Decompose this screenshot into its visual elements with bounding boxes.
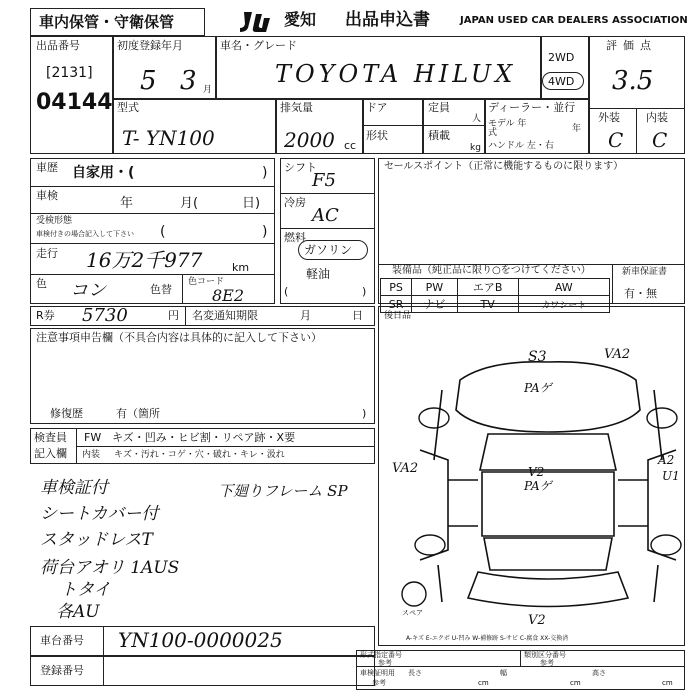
form-title: 出品申込書 — [345, 10, 430, 30]
repair-close: ) — [362, 407, 367, 420]
note-line-4: 荷台アオリ 1AUS — [40, 558, 180, 578]
cert-model-label: 形式指定番号 — [360, 651, 402, 659]
side-note: 下廻りフレーム SP — [218, 482, 348, 500]
mark-u1: U1 — [662, 469, 680, 483]
cert-length-label: 長さ — [408, 669, 422, 677]
acceptance-open: ( — [160, 224, 166, 240]
mileage-label: 走行 — [36, 247, 58, 260]
load-unit: kg — [470, 143, 481, 153]
note-line-1: 車検証付 — [40, 478, 108, 498]
grade-label: 評価点 — [606, 39, 657, 52]
cert-width-label: 幅 — [500, 669, 507, 677]
displacement-unit: cc — [344, 139, 357, 152]
inspector-label-2: 記入欄 — [34, 447, 67, 460]
warranty-label: 新車保証書 — [622, 267, 668, 277]
mark-a2: A2 — [658, 453, 675, 467]
recycle-label: R券 — [36, 309, 55, 322]
plate-label: 登録番号 — [40, 664, 84, 677]
equip-navi: ナビ — [412, 296, 458, 313]
displacement-label: 排気量 — [280, 101, 313, 114]
interior-grade: C — [652, 128, 668, 152]
mark-paint-mid: PAゲ — [524, 479, 552, 493]
registration-month-unit: 月 — [203, 85, 213, 95]
fuel-close: ) — [362, 285, 367, 298]
lane-number: [2131] — [46, 65, 93, 81]
inspector-label-1: 検査員 — [34, 431, 67, 444]
interior-check-label: 内装 — [82, 450, 101, 460]
exterior-label: 外装 — [598, 111, 620, 124]
model-value: T- YN100 — [122, 126, 215, 150]
model-year-label: モデル 年式 — [488, 119, 527, 138]
history-close: ) — [262, 165, 268, 181]
capacity-label: 定員 — [428, 101, 450, 114]
mileage-unit: km — [232, 261, 250, 274]
equip-sr: SR — [381, 296, 412, 313]
ju-logo-icon — [238, 10, 282, 34]
note-line-5: トタイ — [60, 580, 111, 600]
equip-tv: TV — [457, 296, 518, 313]
cert-cm-3: cm — [662, 679, 673, 687]
lot-number: 04144 — [36, 90, 113, 115]
mileage-value: 16万2千977 — [86, 248, 203, 272]
notice-label: 名変通知期限 — [192, 309, 258, 322]
history-value: 自家用・( — [72, 165, 135, 181]
notice-month: 月 — [300, 309, 311, 322]
notice-day: 日 — [352, 309, 363, 322]
association-name: JAPAN USED CAR DEALERS ASSOCIATION — [460, 15, 688, 26]
chassis-value: YN100-0000025 — [118, 628, 283, 652]
fuel-diesel: 軽油 — [306, 267, 331, 281]
equip-ps: PS — [381, 279, 412, 296]
cert-cm-1: cm — [478, 679, 489, 687]
color-value: コン — [70, 280, 106, 301]
drive-2wd: 2WD — [548, 51, 575, 64]
cert-ref-1: 参考 — [378, 659, 392, 667]
cert-ref-3: 参考 — [372, 679, 386, 687]
mark-paint-top: PAゲ — [524, 381, 552, 395]
cert-ref-2: 参考 — [540, 659, 554, 667]
notes-label: 注意事項申告欄（不具合内容は具体的に記入して下さい） — [36, 331, 322, 344]
door-label: ドア — [366, 101, 388, 114]
handle-label: ハンドル 左・右 — [488, 141, 554, 151]
note-line-6: 各AU — [56, 602, 100, 622]
sales-points-label: セールスポイント（正常に機能するものに限ります） — [384, 161, 624, 172]
repair-value: 有（箇所 — [116, 407, 160, 420]
damage-legend: A-キズ E-エクボ U-凹み W-補修跡 S-サビ C-腐食 XX-交換済 — [406, 635, 569, 642]
recycle-value: 5730 — [82, 305, 128, 326]
cert-cm-2: cm — [570, 679, 581, 687]
color-code-label: 色コード — [188, 277, 225, 287]
equip-aw: AW — [518, 279, 609, 296]
load-label: 積載 — [428, 129, 450, 142]
fw-label: FW — [84, 431, 102, 444]
equip-airbag: エアB — [457, 279, 518, 296]
fuel-open: ( — [284, 285, 289, 298]
inspection-label: 車検 — [36, 189, 58, 202]
equipment-label: 装備品（純正品に限り○をつけてください） — [392, 265, 591, 276]
recycle-unit: 円 — [168, 309, 179, 322]
car-name-label: 車名・グレード — [220, 39, 297, 52]
equip-leather: カワシート — [518, 296, 609, 313]
storage-label: 車内保管・守衛保管 — [39, 13, 175, 31]
year-unit: 年 — [572, 124, 582, 134]
mark-v2-mid: V2 — [528, 465, 545, 479]
warranty-value: 有・無 — [624, 287, 657, 300]
equip-pw: PW — [412, 279, 458, 296]
mark-va2-left: VA2 — [392, 461, 419, 476]
inspection-month: 月( — [180, 196, 199, 211]
ac-value: AC — [312, 205, 339, 226]
acceptance-note: 車検付きの場合記入して下さい — [36, 230, 134, 238]
registration-month: 3 — [180, 66, 197, 96]
cert-vehicle-label: 車検証明用 — [360, 669, 395, 677]
grade-score: 3.5 — [612, 66, 654, 96]
car-name: TOYOTA HILUX — [275, 60, 517, 88]
rear-seat-label: 後日品 — [384, 311, 412, 321]
org-name: 愛知 — [284, 10, 317, 29]
registration-year: 5 — [140, 66, 157, 96]
chassis-label: 車台番号 — [40, 634, 84, 647]
shift-label: シフト — [284, 161, 317, 174]
mark-s3: S3 — [528, 349, 547, 365]
shape-label: 形状 — [366, 129, 388, 142]
model-label: 型式 — [117, 101, 139, 114]
color-code: 8E2 — [212, 286, 245, 305]
note-line-3: スタッドレスT — [40, 530, 153, 550]
interior-items: キズ・汚れ・コゲ・穴・破れ・キレ・汲れ — [114, 450, 285, 460]
repair-label: 修復歴 — [50, 407, 83, 420]
interior-label: 内装 — [646, 111, 668, 124]
ju-logo — [238, 10, 282, 38]
inspection-day: 日) — [242, 196, 261, 211]
history-label: 車歴 — [36, 161, 58, 174]
cert-category-label: 類別区分番号 — [524, 651, 566, 659]
drive-4wd: 4WD — [548, 75, 575, 88]
acceptance-label: 受検形態 — [36, 216, 73, 226]
cert-height-label: 高さ — [592, 669, 606, 677]
acceptance-close: ) — [262, 224, 268, 240]
storage-box — [30, 8, 205, 36]
color-label: 色 — [36, 277, 47, 290]
mark-v2-bottom: V2 — [528, 613, 546, 628]
color-change-label: 色替 — [150, 283, 172, 296]
fuel-petrol: ガソリン — [304, 243, 353, 257]
exterior-grade: C — [608, 128, 624, 152]
fw-items: キズ・凹み・ヒビ割・リペア跡・X要 — [112, 431, 296, 444]
spare-label: スペア — [402, 609, 423, 617]
dealer-label: ディーラー・並行 — [488, 101, 576, 114]
note-line-2: シートカバー付 — [40, 504, 159, 524]
lot-number-label: 出品番号 — [36, 39, 80, 52]
inspection-year: 年 — [120, 196, 134, 211]
mark-va2-top: VA2 — [604, 347, 631, 362]
fuel-label: 燃料 — [284, 231, 306, 244]
capacity-unit: 人 — [472, 114, 482, 124]
shift-value: F5 — [312, 170, 336, 191]
displacement-value: 2000 — [284, 128, 335, 152]
ac-label: 冷房 — [284, 196, 306, 209]
registration-label: 初度登録年月 — [117, 39, 183, 52]
